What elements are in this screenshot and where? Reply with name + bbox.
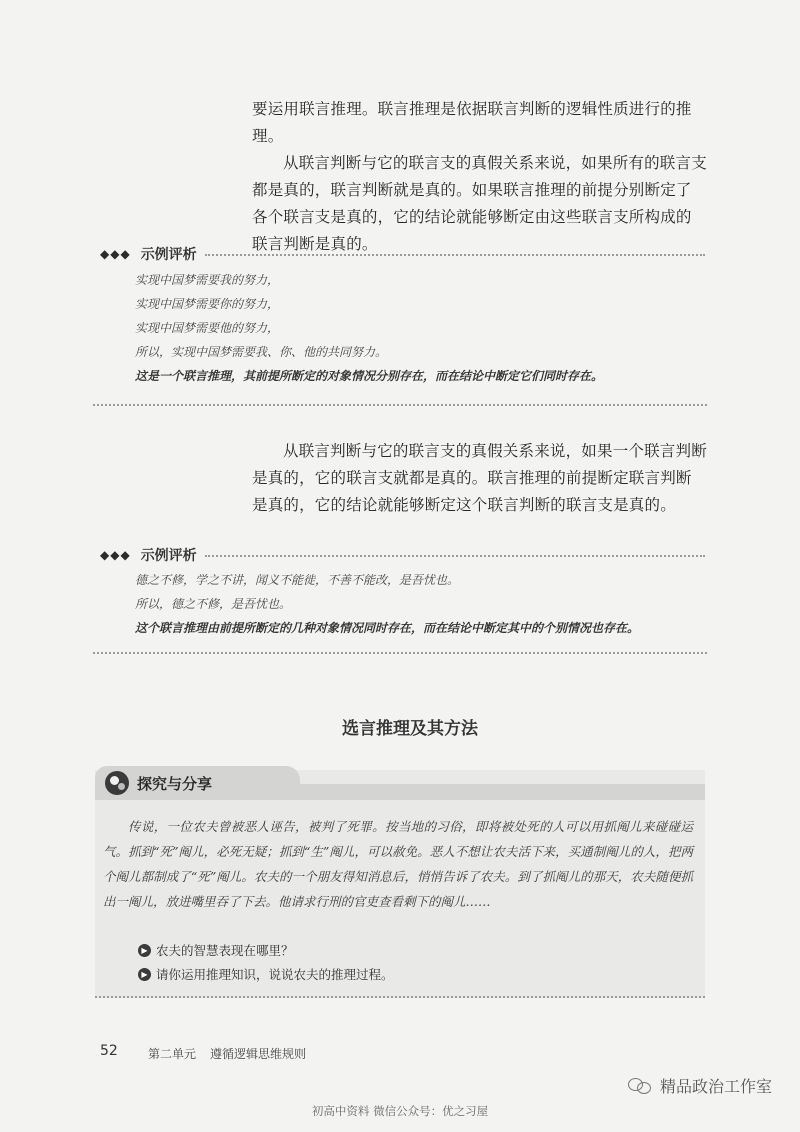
wechat-icon: [628, 1076, 654, 1096]
explore-tab: [95, 766, 300, 800]
example-line: 实现中国梦需要我的努力，: [135, 273, 280, 287]
explore-story: 传说，一位农夫曾被恶人诬告，被判了死罪。按当地的习俗，即将被处死的人可以用抓阄儿来碰碰运气。抓到“死”阄儿，必死无疑；抓到“生”阄儿，可以赦免。恶人不想让农夫活下来，买通制阄儿的人，把两个阄儿都制成了“死”阄儿。农夫的一个朋友得知消息后，悄悄告诉了农夫。到了抓阄儿的那天，农夫随便抓出一阄儿，放进嘴里吞了下去。他请求行刑的官吏查看剩下的阄儿……: [103, 819, 693, 909]
example-conclusion: 这个联言推理由前提所断定的几种对象情况同时存在，而在结论中断定其中的个别情况也存在。: [135, 621, 640, 635]
example-body-2: [135, 568, 710, 640]
page-number: 52: [100, 1043, 118, 1059]
intro-paragraph: [252, 96, 707, 258]
example-header-2: [100, 544, 705, 566]
example-line: 所以，实现中国梦需要我、你、他的共同努力。: [135, 345, 388, 359]
question-item: [138, 965, 394, 983]
example-header-1: [100, 243, 705, 265]
play-arrow-icon: ▶: [138, 944, 151, 957]
question-text: 农夫的智慧表现在哪里？: [156, 943, 294, 958]
footer-chapter: 遵循逻辑思维规则: [210, 1047, 307, 1061]
example-body-1: [135, 268, 710, 388]
example-line: 实现中国梦需要他的努力，: [135, 321, 280, 335]
watermark: [628, 1074, 772, 1097]
example-line: 所以，德之不修，是吾忧也。: [135, 597, 292, 611]
dotted-leader: [205, 254, 705, 256]
dotted-leader: [205, 555, 705, 557]
second-paragraph: [252, 438, 707, 519]
conjunctive-inverse-paragraph: 从联言判断与它的联言支的真假关系来说，如果一个联言判断是真的，它的联言支就都是真的。联言推理的前提断定联言判断是真的，它的结论就能够断定这个联言判断的联言支是真的。: [252, 442, 707, 514]
diamond-bullet-icon: ◆◆◆: [100, 548, 131, 562]
explore-puzzle-icon: [105, 771, 129, 795]
example-title: 示例评析: [140, 247, 197, 263]
example-line: 实现中国梦需要你的努力，: [135, 297, 280, 311]
explore-bottom-divider: [95, 996, 705, 998]
watermark-text: 精品政治工作室: [659, 1077, 772, 1096]
example-divider: [93, 404, 707, 406]
play-arrow-icon: ▶: [138, 968, 151, 981]
footer-unit: 第二单元: [148, 1047, 197, 1061]
section-title: 选言推理及其方法: [342, 719, 478, 739]
question-item: [138, 941, 294, 959]
bottom-caption: 初高中资料 微信公众号：优之习屋: [311, 1104, 489, 1118]
example-line: 德之不修，学之不讲，闻义不能徙，不善不能改，是吾忧也。: [135, 573, 460, 587]
example-title: 示例评析: [140, 548, 197, 564]
question-text: 请你运用推理知识，说说农夫的推理过程。: [156, 967, 394, 982]
intro-line: 要运用联言推理。联言推理是依据联言判断的逻辑性质进行的推理。: [252, 100, 692, 145]
conjunctive-truth-paragraph: 从联言判断与它的联言支的真假关系来说，如果所有的联言支都是真的，联言判断就是真的。如果联言推理的前提分别断定了各个联言支是真的，它的结论就能够断定由这些联言支所构成的联言判断是真的。: [252, 154, 707, 253]
explore-label: 探究与分享: [137, 774, 213, 793]
example-conclusion: 这是一个联言推理，其前提所断定的对象情况分别存在，而在结论中断定它们同时存在。: [135, 369, 604, 383]
diamond-bullet-icon: ◆◆◆: [100, 247, 131, 261]
example-divider: [93, 652, 707, 654]
